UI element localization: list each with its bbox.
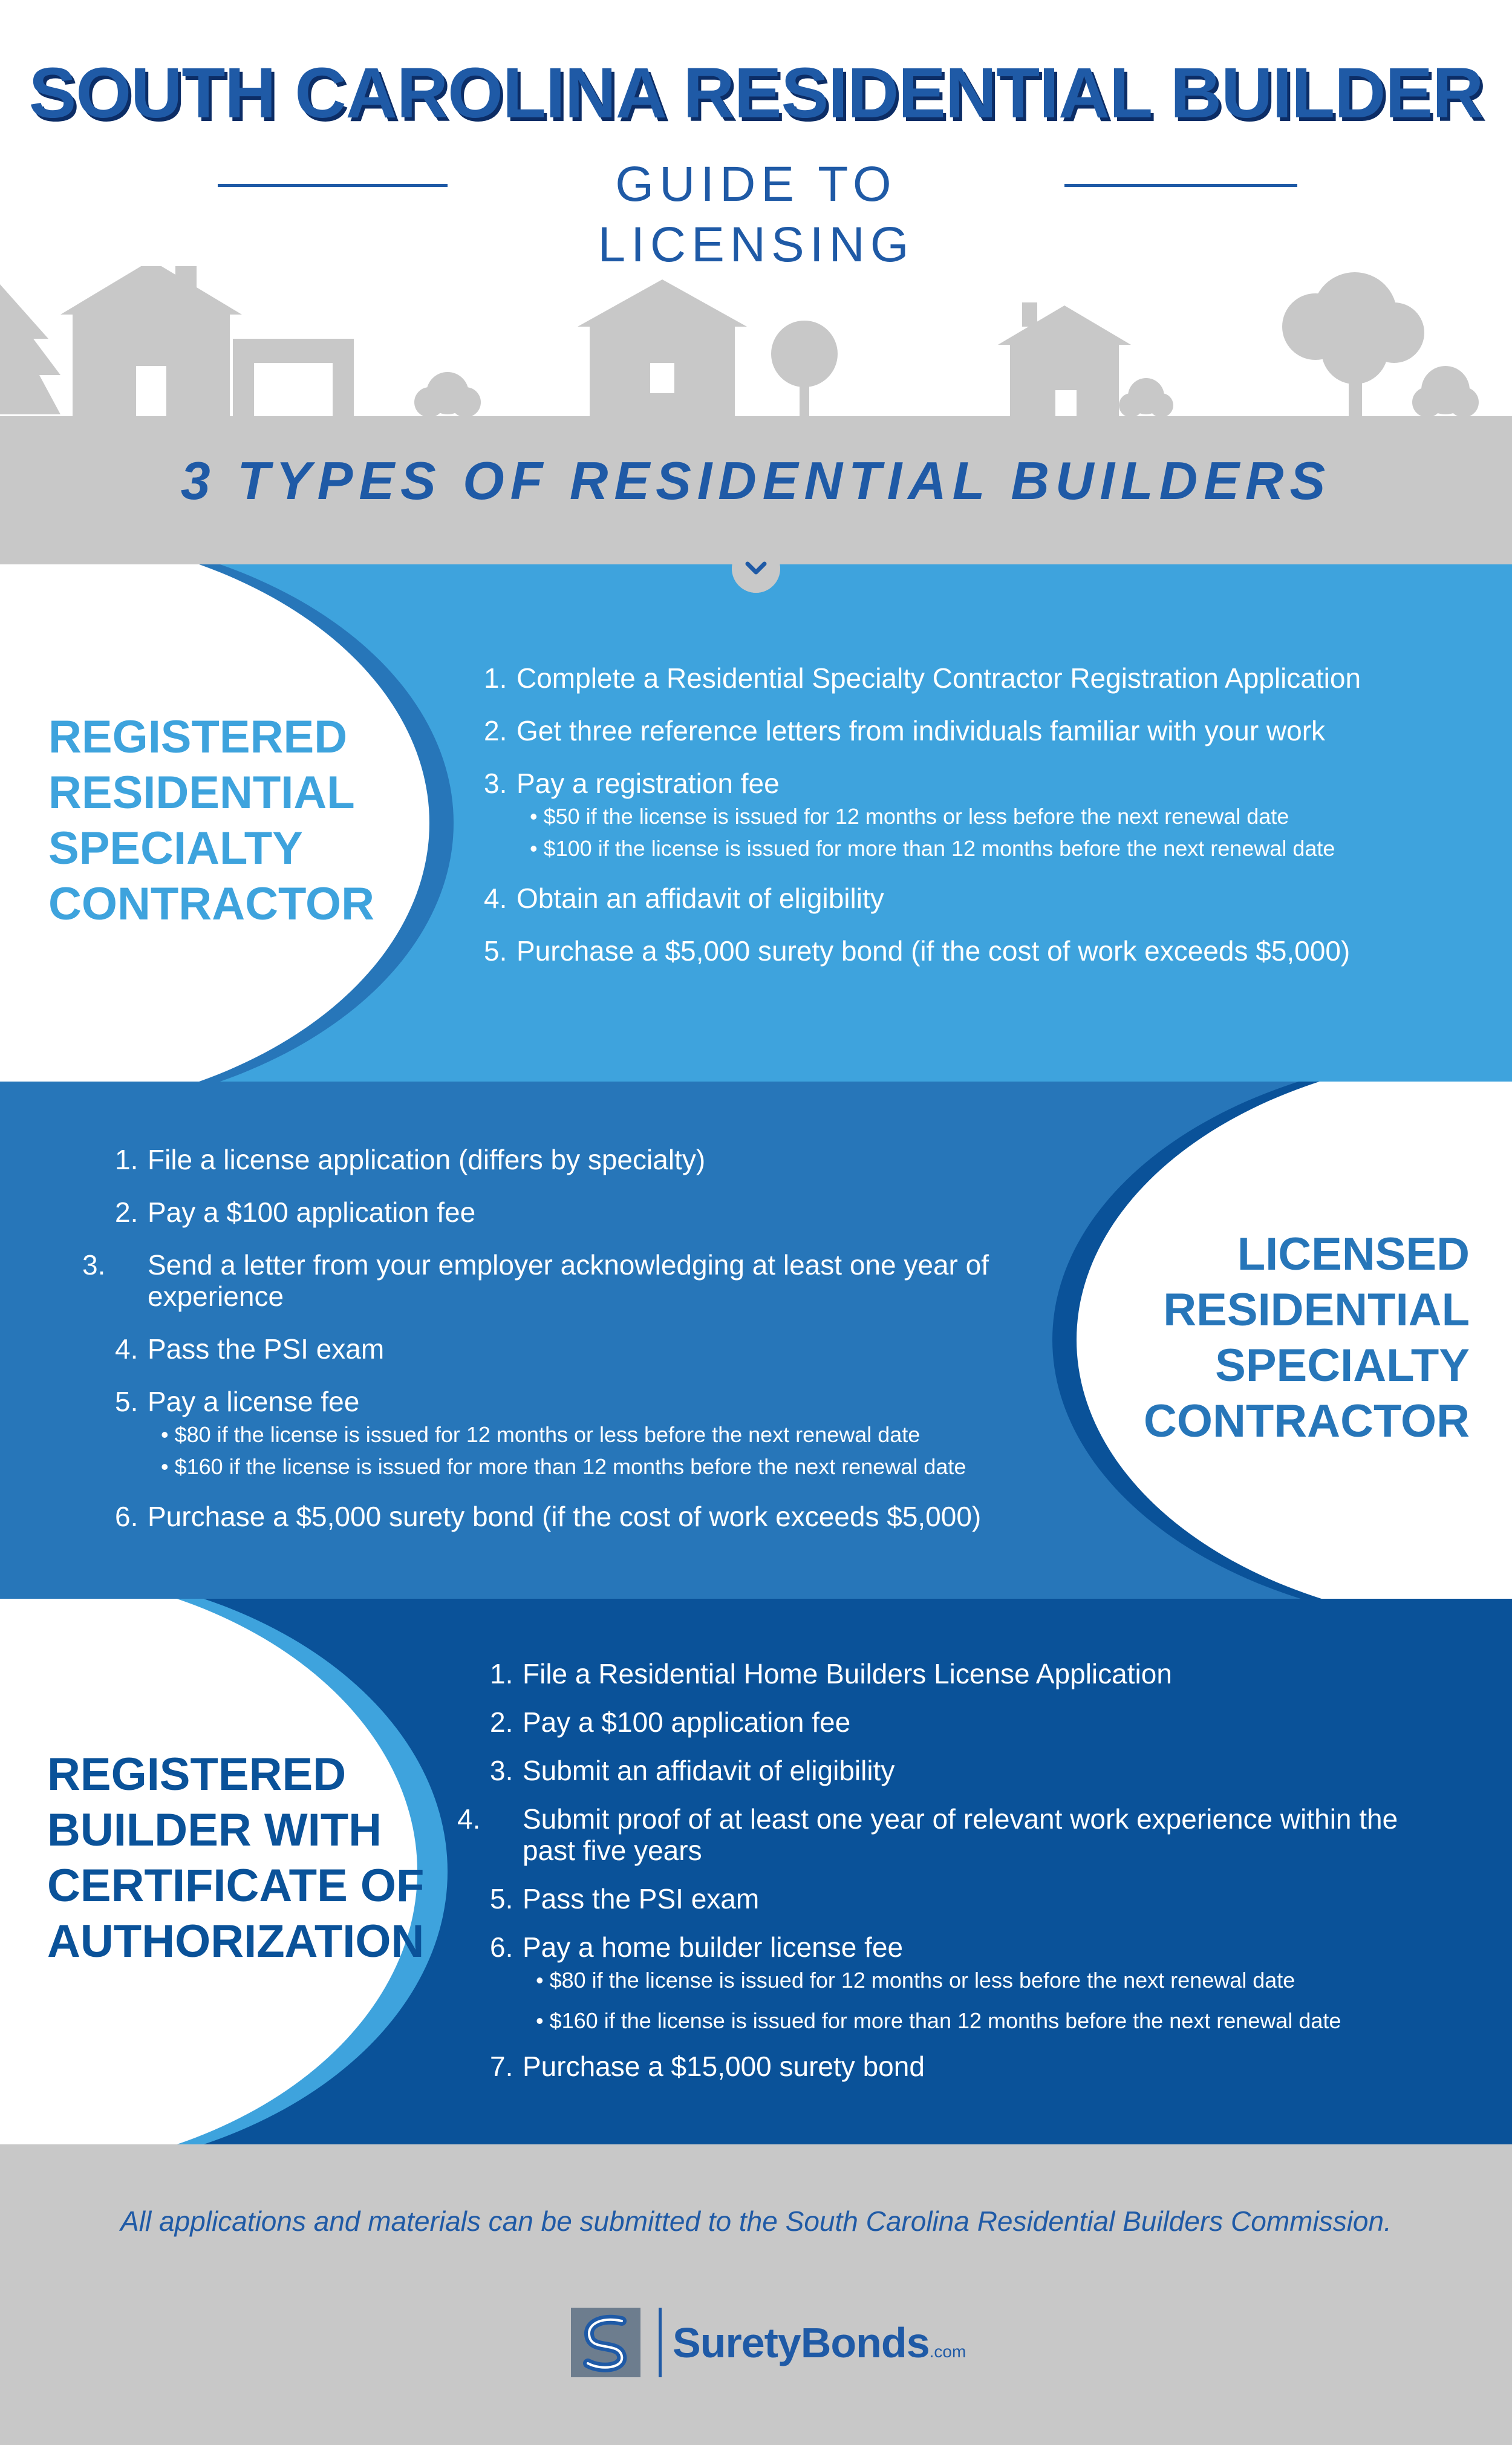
list-item xyxy=(484,883,1452,914)
fee-bullet: • $100 if the license is issued for more than 12 months before the next renewal date xyxy=(484,836,1452,861)
fee-bullets xyxy=(115,1422,1052,1480)
label-line: REGISTERED xyxy=(48,711,348,763)
step-number: 4. xyxy=(457,1803,481,1835)
fee-bullet: • $80 if the license is issued for 12 months or less before the next renewal date xyxy=(490,1968,1458,1993)
step-number: 1. xyxy=(484,662,507,694)
step-number: 4. xyxy=(115,1333,138,1365)
types-banner xyxy=(0,416,1512,564)
section-registered-builder-certificate xyxy=(0,1599,1512,2144)
step-number: 6. xyxy=(115,1501,138,1532)
step-text: Purchase a $5,000 surety bond (if the cost of work exceeds $5,000) xyxy=(516,935,1351,967)
bush-icon xyxy=(414,372,481,417)
label-line: REGISTERED xyxy=(47,1749,347,1800)
list-item xyxy=(490,1755,1458,1786)
subtitle-rule-right xyxy=(1064,184,1297,187)
step-text: Purchase a $5,000 surety bond (if the cost of work exceeds $5,000) xyxy=(148,1501,982,1532)
list-item xyxy=(490,1883,1458,1915)
tree-icon xyxy=(0,284,60,414)
fee-bullet: • $160 if the license is issued for more than 12 months before the next renewal date xyxy=(115,1454,1052,1480)
section-1-label xyxy=(48,710,374,932)
step-number: 1. xyxy=(490,1658,513,1689)
step-text: File a Residential Home Builders License Application xyxy=(523,1658,1172,1689)
bush-icon xyxy=(1412,366,1479,417)
step-number: 3. xyxy=(490,1755,513,1786)
step-text: Pay a $100 application fee xyxy=(148,1196,476,1228)
step-text: Submit an affidavit of eligibility xyxy=(523,1755,895,1786)
garage-icon xyxy=(233,339,354,417)
footer xyxy=(0,2144,1512,2445)
step-text: Obtain an affidavit of eligibility xyxy=(516,883,884,914)
list-item xyxy=(484,768,1452,861)
label-line: RESIDENTIAL xyxy=(1163,1284,1470,1336)
list-item xyxy=(490,2051,1458,2082)
list-item xyxy=(484,935,1452,967)
list-item xyxy=(115,1386,1052,1480)
list-item xyxy=(490,1658,1458,1689)
surety-bonds-logo xyxy=(571,2308,994,2380)
step-number: 5. xyxy=(484,935,507,967)
step-number: 7. xyxy=(490,2051,513,2082)
fee-bullets xyxy=(490,1968,1458,2034)
subtitle-rule-left xyxy=(218,184,448,187)
step-number: 5. xyxy=(115,1386,138,1417)
page-title: SOUTH CAROLINA RESIDENTIAL BUILDER xyxy=(28,53,1484,133)
surety-bonds-logo-icon xyxy=(571,2308,640,2377)
step-number: 6. xyxy=(490,1931,513,1963)
section-3-label xyxy=(47,1747,424,1970)
fee-bullet: • $80 if the license is issued for 12 months or less before the next renewal date xyxy=(115,1422,1052,1448)
step-text: Pay a registration fee xyxy=(516,768,780,799)
step-text: Complete a Residential Specialty Contractor Registration Application xyxy=(516,662,1361,694)
types-heading: 3 TYPES OF RESIDENTIAL BUILDERS xyxy=(180,451,1332,511)
fee-bullet: • $50 if the license is issued for 12 months or less before the next renewal date xyxy=(484,804,1452,829)
step-number: 3. xyxy=(484,768,507,799)
label-line: LICENSED xyxy=(1237,1229,1470,1280)
logo-wordmark xyxy=(673,2319,966,2376)
list-item xyxy=(457,1803,1430,1866)
logo-divider xyxy=(659,2308,662,2377)
step-number: 2. xyxy=(490,1706,513,1738)
house-icon xyxy=(60,266,242,417)
step-text: Pay a home builder license fee xyxy=(523,1931,904,1963)
bush-icon xyxy=(1119,378,1173,417)
label-line: CERTIFICATE OF xyxy=(47,1860,425,1911)
list-item xyxy=(484,715,1452,746)
list-item xyxy=(82,1249,1025,1312)
label-line: CONTRACTOR xyxy=(48,878,375,930)
section-3-steps xyxy=(457,1658,1458,2099)
label-line: AUTHORIZATION xyxy=(47,1916,425,1967)
label-line: SPECIALTY xyxy=(48,823,303,874)
list-item xyxy=(490,1706,1458,1738)
label-line: BUILDER WITH xyxy=(47,1804,382,1856)
list-item xyxy=(115,1501,1052,1532)
label-line: RESIDENTIAL xyxy=(48,767,355,818)
step-number: 4. xyxy=(484,883,507,914)
list-item xyxy=(490,1931,1458,2034)
logo-suffix: .com xyxy=(929,2342,966,2361)
step-text: Send a letter from your employer acknowledging at least one year of experience xyxy=(148,1249,989,1312)
list-item xyxy=(484,662,1452,694)
section-licensed-residential-specialty xyxy=(0,1082,1512,1599)
step-number: 5. xyxy=(490,1883,513,1915)
house-icon xyxy=(578,279,747,417)
step-text: Pass the PSI exam xyxy=(523,1883,760,1915)
subtitle-row xyxy=(0,154,1512,272)
tree-icon xyxy=(1282,272,1424,417)
label-line: CONTRACTOR xyxy=(1143,1396,1470,1447)
section-2-label xyxy=(1144,1227,1470,1449)
footer-note: All applications and materials can be submitted to the South Carolina Residential Builders Commission. xyxy=(120,2205,1392,2237)
step-text: File a license application (differs by specialty) xyxy=(148,1144,706,1175)
chevron-down-icon xyxy=(732,544,780,593)
house-icon xyxy=(998,302,1131,417)
step-text: Pay a license fee xyxy=(148,1386,360,1417)
section-1-steps xyxy=(484,662,1452,988)
step-text: Pay a $100 application fee xyxy=(523,1706,851,1738)
tree-icon xyxy=(771,321,838,417)
step-text: Pass the PSI exam xyxy=(148,1333,385,1365)
houses-skyline-illustration xyxy=(0,266,1512,417)
step-number: 1. xyxy=(115,1144,138,1175)
fee-bullets xyxy=(484,804,1452,861)
section-2-steps xyxy=(82,1144,1052,1553)
page-subtitle: GUIDE TO LICENSING xyxy=(598,157,914,272)
fee-bullet: • $160 if the license is issued for more than 12 months before the next renewal date xyxy=(490,2008,1458,2034)
list-item xyxy=(115,1196,1052,1228)
label-line: SPECIALTY xyxy=(1215,1340,1470,1391)
list-item xyxy=(115,1144,1052,1175)
section-registered-residential-specialty xyxy=(0,564,1512,1082)
logo-text: SuretyBonds xyxy=(673,2319,930,2366)
step-text: Submit proof of at least one year of relevant work experience within the past five years xyxy=(523,1803,1398,1866)
step-text: Purchase a $15,000 surety bond xyxy=(523,2051,925,2082)
step-text: Get three reference letters from individuals familiar with your work xyxy=(516,715,1326,746)
step-number: 3. xyxy=(82,1249,106,1281)
step-number: 2. xyxy=(484,715,507,746)
step-number: 2. xyxy=(115,1196,138,1228)
list-item xyxy=(115,1333,1052,1365)
